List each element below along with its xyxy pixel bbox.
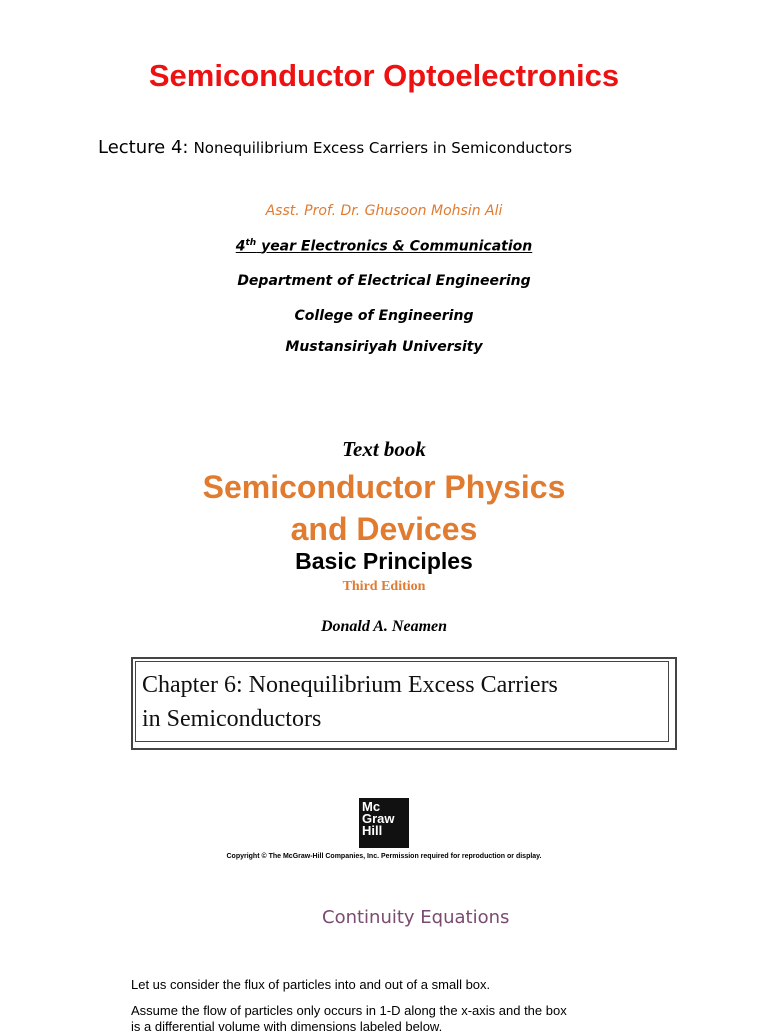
copyright-notice: Copyright © The McGraw-Hill Companies, Inc. Permission required for reproduction or display. bbox=[226, 853, 542, 860]
university: Mustansiriyah University bbox=[285, 339, 483, 355]
year-line bbox=[0, 238, 768, 255]
textbook-title bbox=[0, 466, 768, 550]
year-text: year Electronics & Communication bbox=[261, 238, 533, 255]
chapter-title-line2: in Semiconductors bbox=[142, 706, 322, 732]
logo-line3: Hill bbox=[362, 823, 383, 838]
textbook-label: Text book bbox=[342, 437, 426, 461]
lecture-title: Nonequilibrium Excess Carriers in Semiconductors bbox=[193, 139, 573, 157]
textbook-author: Donald A. Neamen bbox=[320, 618, 448, 635]
paragraph-2: Assume the flow of particles only occurs in 1-D along the x-axis and the box bbox=[131, 1003, 567, 1018]
year-number: 4 bbox=[235, 238, 246, 255]
mcgraw-hill-logo bbox=[359, 798, 409, 848]
paragraph-1: Let us consider the flux of particles into and out of a small box. bbox=[131, 977, 491, 992]
college: College of Engineering bbox=[294, 308, 474, 324]
logo-line2: Graw bbox=[362, 811, 395, 826]
chapter-title-line1: Chapter 6: Nonequilibrium Excess Carriers bbox=[142, 672, 558, 698]
lecture-number: Lecture 4: bbox=[98, 137, 189, 158]
lecturer-name: Asst. Prof. Dr. Ghusoon Mohsin Ali bbox=[265, 203, 503, 219]
lecture-heading bbox=[98, 137, 572, 158]
textbook-title-line1: Semiconductor Physics bbox=[202, 469, 566, 505]
textbook-title-line2: and Devices bbox=[290, 511, 478, 547]
department: Department of Electrical Engineering bbox=[237, 273, 531, 289]
section-heading: Continuity Equations bbox=[322, 907, 510, 928]
chapter-box bbox=[131, 657, 677, 750]
textbook-subtitle: Basic Principles bbox=[295, 548, 473, 574]
textbook-edition: Third Edition bbox=[342, 579, 426, 594]
logo-line1: Mc bbox=[362, 799, 381, 814]
paragraph-3: is a differential volume with dimensions labeled below. bbox=[131, 1019, 443, 1034]
year-suffix: th bbox=[245, 238, 257, 248]
slide-title: Semiconductor Optoelectronics bbox=[148, 58, 620, 93]
chapter-title bbox=[135, 661, 669, 742]
